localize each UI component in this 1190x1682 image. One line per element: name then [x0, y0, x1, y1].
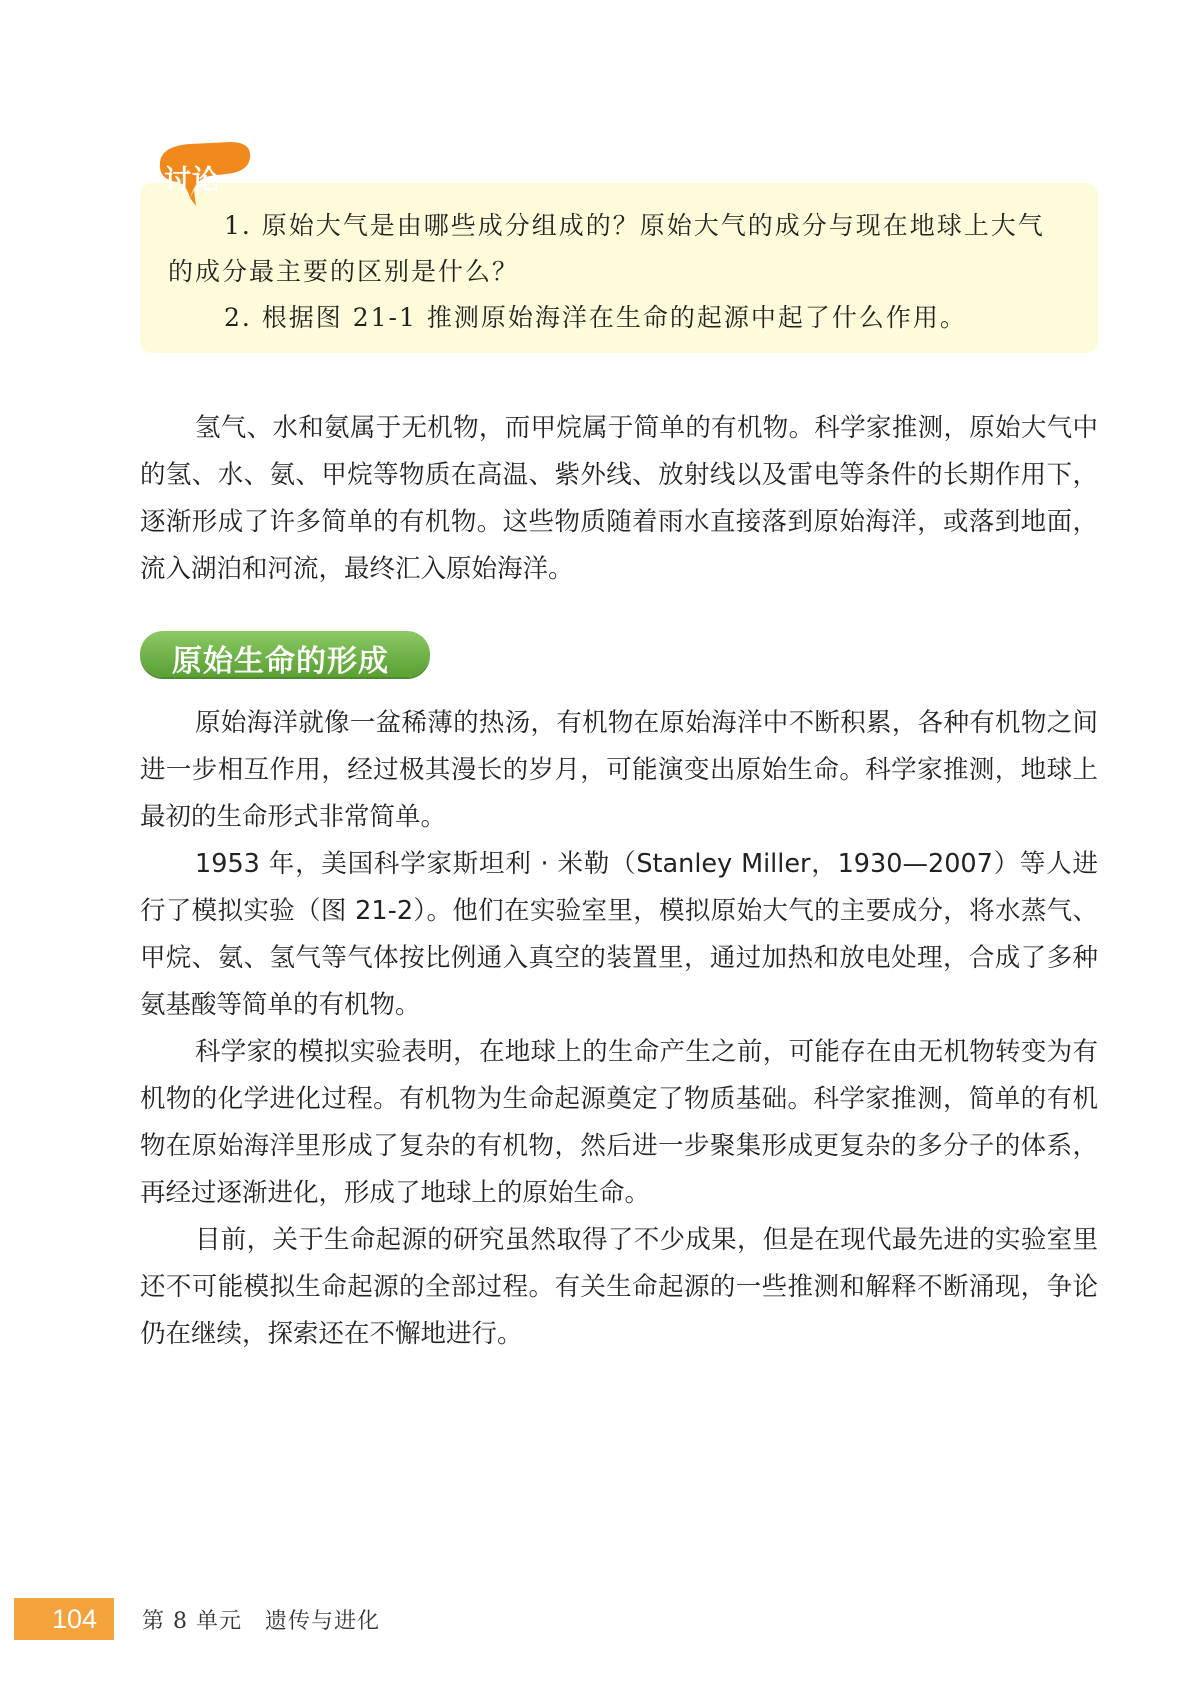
section-title: 原始生命的形成: [172, 644, 389, 679]
discussion-box: [140, 183, 1098, 353]
discussion-badge-label: 讨论: [164, 165, 220, 196]
page-number: 104: [52, 1604, 98, 1634]
discussion-badge: [150, 140, 262, 220]
section-paragraph-4: 目前，关于生命起源的研究虽然取得了不少成果，但是在现代最先进的实验室里还不可能模拟生命起源的全部过程。有关生命起源的一些推测和解释不断涌现，争论仍在继续，探索还在不懈地进行。: [140, 1225, 1098, 1349]
unit-label: 第 8 单元 遗传与进化: [142, 1609, 380, 1634]
section-paragraph-3: 科学家的模拟实验表明，在地球上的生命产生之前，可能存在由无机物转变为有机物的化学进化过程。有机物为生命起源奠定了物质基础。科学家推测，简单的有机物在原始海洋里形成了复杂的有机物，然后进一步聚集形成更复杂的多分子的体系，再经过逐渐进化，形成了地球上的原始生命。: [140, 1037, 1098, 1208]
discussion-question-1: 1. 原始大气是由哪些成分组成的？原始大气的成分与现在地球上大气: [224, 211, 1045, 240]
section-body: [140, 700, 1098, 1358]
section-paragraph-1: 原始海洋就像一盆稀薄的热汤，有机物在原始海洋中不断积累，各种有机物之间进一步相互作用，经过极其漫长的岁月，可能演变出原始生命。科学家推测，地球上最初的生命形式非常简单。: [140, 708, 1098, 832]
section-header: [140, 631, 430, 677]
discussion-question-2: 2. 根据图 21-1 推测原始海洋在生命的起源中起了什么作用。: [224, 303, 967, 332]
intro-paragraph: 氢气、水和氨属于无机物，而甲烷属于简单的有机物。科学家推测，原始大气中的氢、水、氨、甲烷等物质在高温、紫外线、放射线以及雷电等条件的长期作用下，逐渐形成了许多简单的有机物。这些物质随着雨水直接落到原始海洋，或落到地面，流入湖泊和河流，最终汇入原始海洋。: [140, 413, 1098, 584]
section-paragraph-2: 1953 年，美国科学家斯坦利 · 米勒（Stanley Miller，1930—2007）等人进行了模拟实验（图 21-2）。他们在实验室里，模拟原始大气的主要成分，将水蒸气、甲烷、氨、氢气等气体按比例通入真空的装置里，通过加热和放电处理，合成了多种氨基酸等简单的有机物。: [140, 849, 1098, 1020]
intro-text: [140, 405, 1098, 593]
discussion-question-1-continued: 的成分最主要的区别是什么？: [168, 257, 520, 286]
